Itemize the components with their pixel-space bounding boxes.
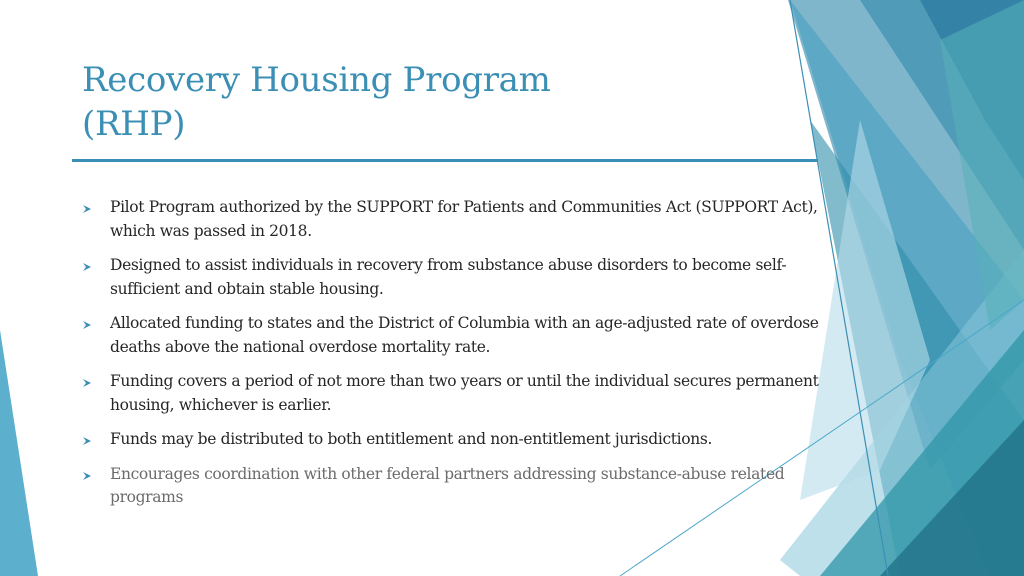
- arrow-bullet-icon: [82, 471, 92, 481]
- arrow-bullet-icon: [82, 378, 92, 388]
- slide-title: [82, 58, 782, 146]
- arrow-bullet-icon: [82, 436, 92, 446]
- title-divider: [72, 159, 818, 162]
- bullet-text: Allocated funding to states and the District of Columbia with an age-adjusted rate of overdose deaths above the national overdose mortality rate.: [110, 314, 819, 356]
- bullet-item: [80, 254, 840, 301]
- arrow-bullet-icon: [82, 320, 92, 330]
- bullet-item: [80, 428, 840, 452]
- bullet-item: [80, 312, 840, 359]
- bullet-text: Funding covers a period of not more than two years or until the individual secures permanent housing, whichever is earlier.: [110, 372, 819, 414]
- arrow-bullet-icon: [82, 262, 92, 272]
- bullet-text: Encourages coordination with other federal partners addressing substance-abuse related programs: [110, 464, 785, 506]
- title-line-1: Recovery Housing Program: [82, 60, 551, 100]
- title-line-2: (RHP): [82, 104, 186, 144]
- arrow-bullet-icon: [82, 204, 92, 214]
- bullet-item: [80, 370, 840, 417]
- bullet-text: Pilot Program authorized by the SUPPORT for Patients and Communities Act (SUPPORT Act), which was passed in 2018.: [110, 198, 818, 240]
- bullet-text: Funds may be distributed to both entitlement and non-entitlement jurisdictions.: [110, 430, 713, 448]
- bullet-item: [80, 463, 840, 510]
- bullet-list: [80, 196, 840, 521]
- bullet-text: Designed to assist individuals in recovery from substance abuse disorders to become self-sufficient and obtain stable housing.: [110, 256, 787, 298]
- bullet-item: [80, 196, 840, 243]
